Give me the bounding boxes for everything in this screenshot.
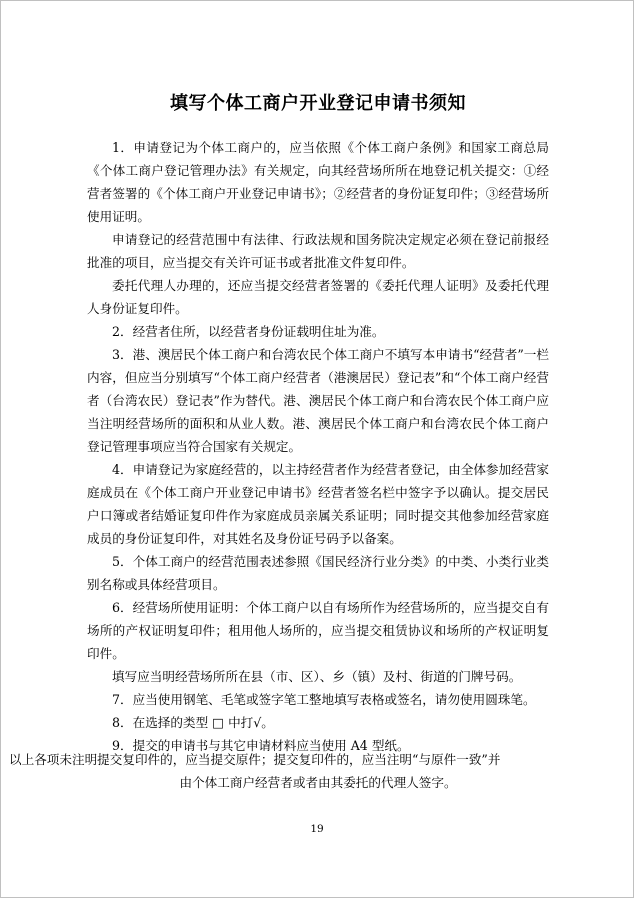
- paragraph-11: 8．在选择的类型 □ 中打√。: [112, 715, 274, 730]
- footer-line-1: 以上各项未注明提交复印件的，应当提交原件；提交复印件的，应当注明“与原件一致”并: [9, 752, 501, 767]
- paragraph-12: 9．提交的申请书与其它申请材料应当使用 A4 型纸。: [112, 738, 410, 753]
- paragraph-2: 申请登记的经营范围中有法律、行政法规和国务院决定规定必须在登记前报经批准的项目，应当提交有关许可证书或者批准文件复印件。: [87, 232, 549, 270]
- paragraph-7: 5．个体工商户的经营范围表述参照《国民经济行业分类》的中类、小类行业类别名称或具体经营项目。: [87, 554, 549, 592]
- paragraph-4: 2．经营者住所，以经营者身份证载明住址为准。: [112, 324, 385, 339]
- page-title: 填写个体工商户开业登记申请书须知: [170, 93, 466, 114]
- footer-line-2: 由个体工商户经营者或者由其委托的代理人签字。: [179, 775, 457, 790]
- paragraph-10: 7．应当使用钢笔、毛笔或签字笔工整地填写表格或签名，请勿使用圆珠笔。: [112, 692, 536, 707]
- paragraph-6: 4．申请登记为家庭经营的，以主持经营者作为经营者登记，由全体参加经营家庭成员在《个体工商户开业登记申请书》经营者签名栏中签字予以确认。提交居民户口簿或者结婚证复印件作为家庭成员亲属关系证明；同时提交其他参加经营家庭成员的身份证复印件，对其姓名及身份证号码予以备案。: [87, 462, 549, 546]
- page-number: 19: [310, 823, 324, 835]
- footer-note: [9, 748, 627, 794]
- paragraph-3: 委托代理人办理的，还应当提交经营者签署的《委托代理人证明》及委托代理人身份证复印件。: [87, 278, 549, 316]
- paragraph-8: 6．经营场所使用证明：个体工商户以自有场所作为经营场所的，应当提交自有场所的产权证明复印件；租用他人场所的，应当提交租赁协议和场所的产权证明复印件。: [87, 600, 549, 661]
- paragraph-9: 填写应当明经营场所所在县（市、区）、乡（镇）及村、街道的门牌号码。: [112, 669, 522, 684]
- paragraph-5: 3．港、澳居民个体工商户和台湾农民个体工商户不填写本申请书“经营者”一栏内容，但应当分别填写“个体工商户经营者（港澳居民）登记表”和“个体工商户经营者（台湾农民）登记表”作为替代。港、澳居民个体工商户和台湾农民个体工商户应当注明经营场所的面积和从业人数。港、澳居民个体工商户和台湾农民个体工商户登记管理事项应当符合国家有关规定。: [87, 347, 549, 454]
- document-body: [87, 1, 549, 757]
- paragraph-1: 1．申请登记为个体工商户的，应当依照《个体工商户条例》和国家工商总局《个体工商户登记管理办法》有关规定，向其经营场所所在地登记机关提交：①经营者签署的《个体工商户开业登记申请书》；②经营者的身份证复印件；③经营场所使用证明。: [87, 140, 549, 224]
